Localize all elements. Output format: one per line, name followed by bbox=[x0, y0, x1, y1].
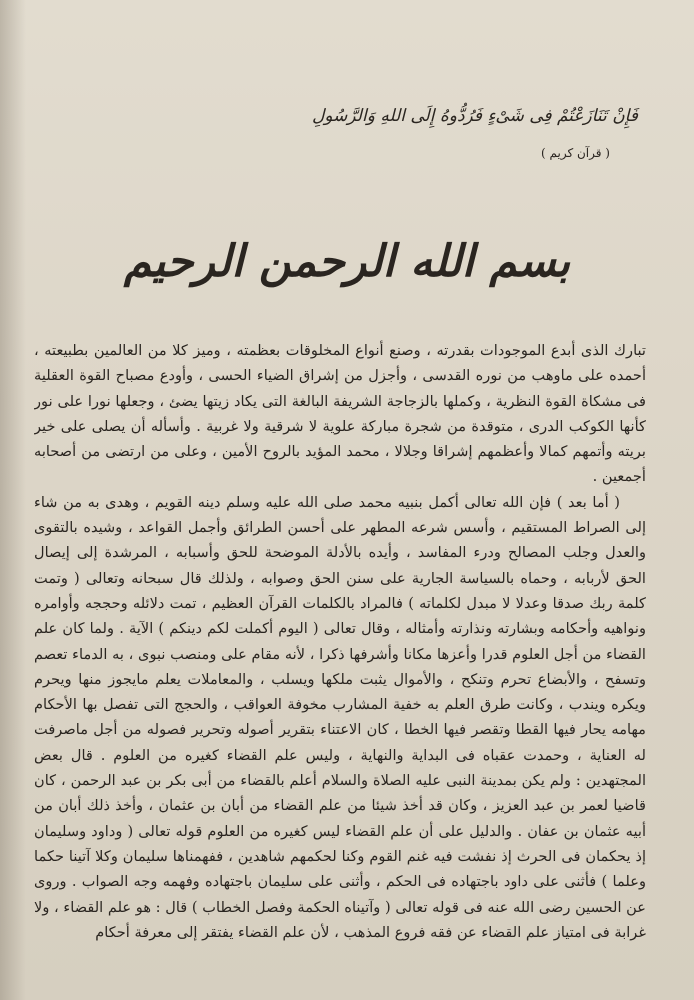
basmala-calligraphy: بسم الله الرحمن الرحيم bbox=[123, 236, 571, 287]
quran-verse-epigraph: فَإِنْ تَنَازَعْتُمْ فِى شَىْءٍ فَرُدُّوهُ إِلَى اللهِ وَالرَّسُولِ bbox=[312, 106, 638, 126]
main-paragraph: ( أما بعد ) فإن الله تعالى أكمل بنبيه محمد صلى الله عليه وسلم دينه القويم ، وهدى به من شاء إلى الصراط المستقيم ، وأسس شرعه المطهر على أحسن الطرائق وأجمل القواعد ، وشيده بالتقوى والعدل وجلب المصالح ودرء المفاسد ، وأيده بالأدلة الموضحة للحق وأسبابه ، المرشدة إلى إيصال الحق لأربابه ، وحماه بالسياسة الجارية على سنن الحق وصوابه ، ولذلك قال سبحانه وتعالى ( وتمت كلمة ربك صدقا وعدلا لا مبدل لكلماته ) فالمراد بالكلمات القرآن العظيم ، تمت دلائله وحججه وأوامره ونواهيه وأحكامه وبشارته ونذارته وأمثاله ، وقال تعالى ( اليوم أكملت لكم دينكم ) الآية . ولما كان علم القضاء من أجل العلوم قدرا وأعزها مكانا وأشرفها ذكرا ، لأنه مقام على ومنصب نبوى ، به الدماء تعصم وتسفح ، والأبضاع تحرم وتنكح ، والأموال يثبت ملكها ويسلب ، والمعاملات يعلم مايجوز منها ويحرم ويكره ويندب ، وكانت طرق العلم به خفية المشارب مخوفة العواقب ، والحجج التى تفصل بها الأحكام مهامه يحار فيها القطا وتقصر فيها الخطا ، كان الاعتناء بتقرير أصوله وتحرير فصوله من أجل ماصرفت له العناية ، وحمدت عقباه فى البداية والنهاية ، وليس علم القضاء كغيره من العلوم . قال بعض المجتهدين : ولم يكن بمدينة النبى عليه الصلاة والسلام أعلم بالقضاء من أبى بكر بن عبد الرحمن ، كان قاضيا لعمر بن عبد العزيز ، وكان قد أخذ شيئا من علم القضاء من أبان بن عثمان ، وأخذ ذلك أبان من أبيه عثمان بن عفان . والدليل على أن علم القضاء ليس كغيره من العلوم قوله تعالى ( وداود وسليمان إذ يحكمان فى الحرث إذ نفشت فيه غنم القوم وكنا لحكمهم شاهدين ، ففهمناها سليمان وكلا آتينا حكما وعلما ) فأثنى على داود باجتهاده فى الحكم ، وأثنى على سليمان باجتهاده وفهمه وجه الصواب . وروى عن الحسين رضى الله عنه فى قوله تعالى ( وآتيناه الحكمة وفصل الخطاب ) قال : هو علم القضاء ، ولا غرابة فى امتياز علم القضاء عن فقه فروع المذهب ، لأن علم القضاء يفتقر إلى معرفة أحكام bbox=[34, 493, 646, 941]
page-body-text bbox=[34, 338, 646, 994]
page-gutter-shadow bbox=[0, 0, 26, 1000]
verse-source-label: ( قرآن كريم ) bbox=[541, 146, 610, 160]
intro-paragraph: تبارك الذى أبدع الموجودات بقدرته ، وصنع أنواع المخلوقات بعظمته ، وميز كلا من العالمين بطبيعته ، أحمده على ماوهب من نوره القدسى ، وأجزل من إشراق الضياء الحسى ، وأودع مصباح القوة العقلية فى مشكاة القوة النظرية ، وكملها بالزجاجة الشريفة البالغة التى يكاد زيتها يضئ ، وجعلها نورا على نور كأنها الكوكب الدرى ، متوقدة من شجرة مباركة علوية لا شرقية ولا غربية . وأسأله أن يصلى على خير بريته وأتمهم كمالا وأعظمهم إشراقا وجلالا ، محمد المؤيد بالروح الأمين ، وعلى من ارتضى من أصحابه أجمعين . bbox=[34, 342, 646, 486]
